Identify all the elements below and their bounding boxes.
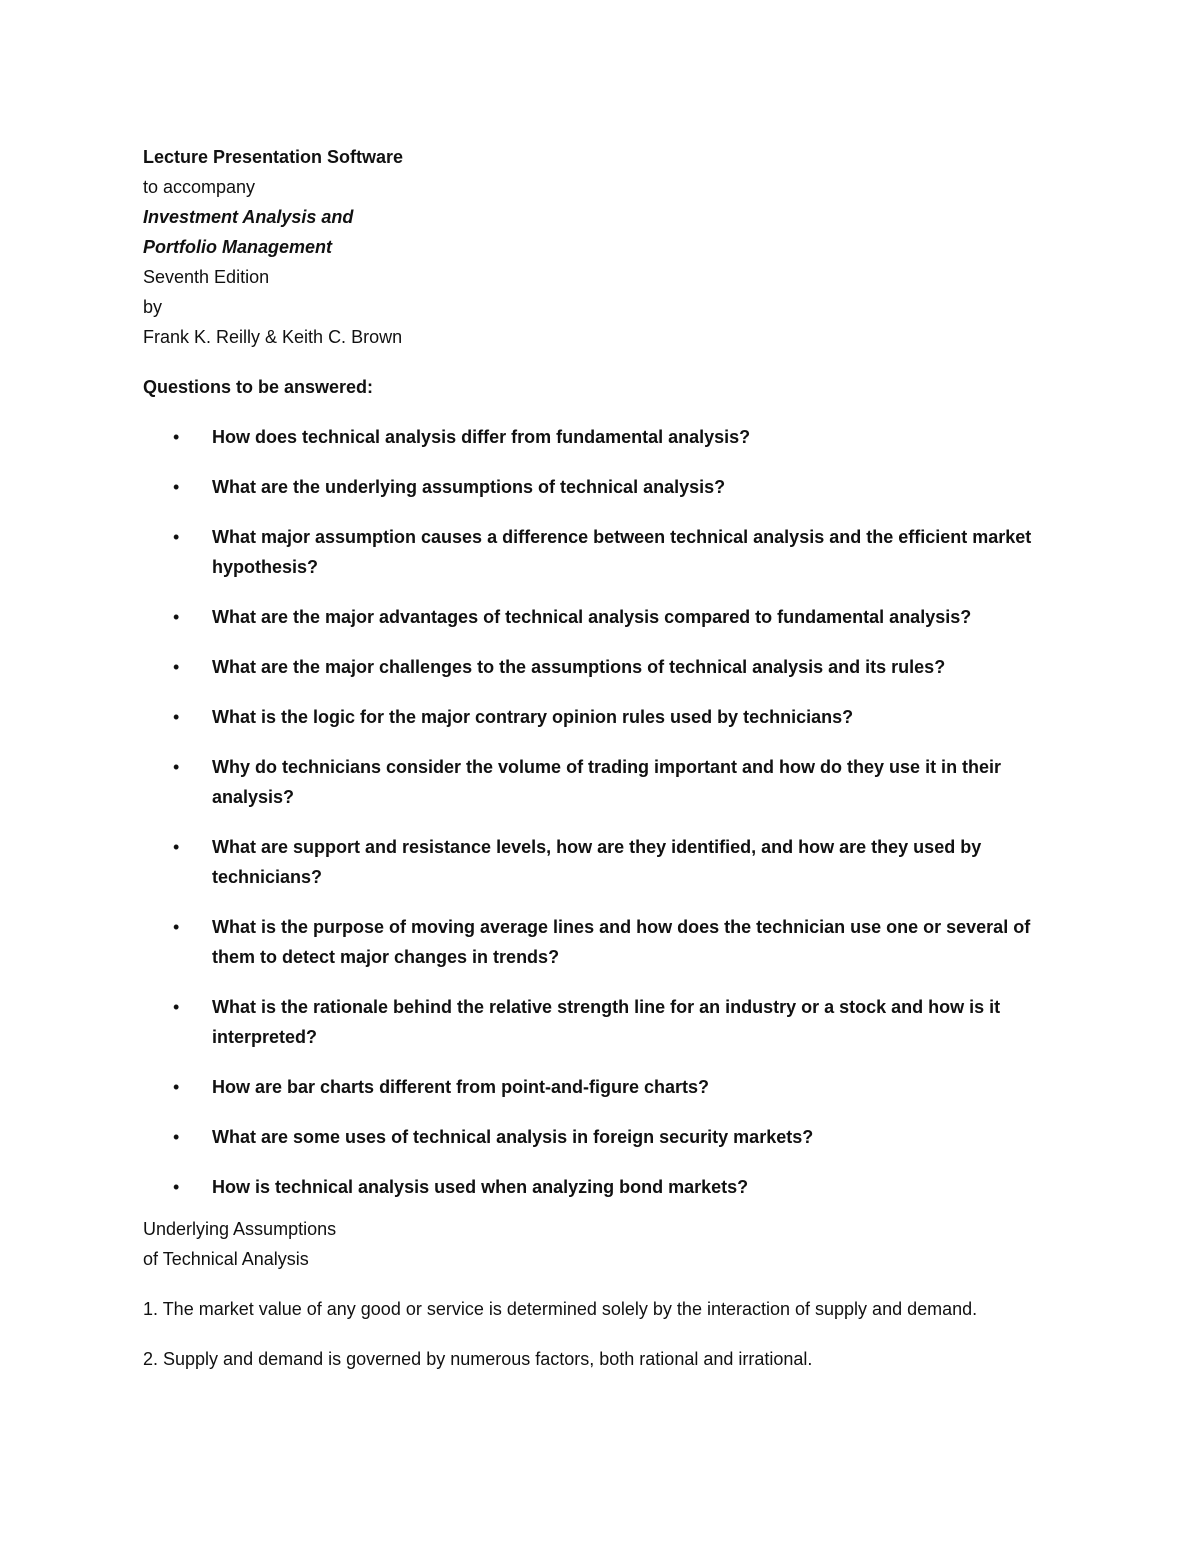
underlying-assumptions-section (143, 1214, 1073, 1374)
question-text: How is technical analysis used when analyzing bond markets? (212, 1177, 749, 1197)
list-item (143, 992, 1052, 1052)
assumption-paragraph-2: 2. Supply and demand is governed by numerous factors, both rational and irrational. (143, 1349, 813, 1369)
question-text: What are support and resistance levels, how are they identified, and how are they used by technicians? (212, 837, 982, 887)
list-item (143, 702, 1052, 732)
authors-line: Frank K. Reilly & Keith C. Brown (143, 327, 403, 347)
list-item (143, 1172, 1052, 1202)
bullet-icon: • (173, 707, 180, 727)
list-item (143, 422, 1052, 452)
bullet-icon: • (173, 527, 180, 547)
list-item (143, 1122, 1052, 1152)
question-text: What major assumption causes a difference between technical analysis and the efficient market hypothesis? (212, 527, 1032, 577)
questions-list (143, 422, 1073, 1202)
list-item (143, 1072, 1052, 1102)
bullet-icon: • (173, 1127, 180, 1147)
bullet-icon: • (173, 757, 180, 777)
question-text: What are the underlying assumptions of technical analysis? (212, 477, 726, 497)
book-title-line-2: Portfolio Management (143, 237, 333, 257)
bullet-icon: • (173, 607, 180, 627)
subtitle-line: to accompany (143, 177, 256, 197)
edition-line: Seventh Edition (143, 267, 270, 287)
question-text: What are some uses of technical analysis in foreign security markets? (212, 1127, 814, 1147)
bullet-icon: • (173, 1177, 180, 1197)
bullet-icon: • (173, 837, 180, 857)
title-block (143, 142, 1073, 352)
question-text: What are the major challenges to the assumptions of technical analysis and its rules? (212, 657, 946, 677)
question-text: What is the purpose of moving average lines and how does the technician use one or several of them to detect major changes in trends? (212, 917, 1031, 967)
list-item (143, 652, 1052, 682)
question-text: What are the major advantages of technical analysis compared to fundamental analysis? (212, 607, 972, 627)
by-line: by (143, 297, 163, 317)
list-item (143, 832, 1052, 892)
list-item (143, 522, 1052, 582)
title-line: Lecture Presentation Software (143, 147, 404, 167)
section-heading-line-1: Underlying Assumptions (143, 1219, 337, 1239)
question-text: What is the rationale behind the relative strength line for an industry or a stock and how is it interpreted? (212, 997, 1001, 1047)
assumption-paragraph-1: 1. The market value of any good or service is determined solely by the interaction of supply and demand. (143, 1299, 978, 1319)
question-text: Why do technicians consider the volume of trading important and how do they use it in their analysis? (212, 757, 1002, 807)
bullet-icon: • (173, 917, 180, 937)
bullet-icon: • (173, 657, 180, 677)
questions-heading: Questions to be answered: (143, 377, 374, 397)
bullet-icon: • (173, 427, 180, 447)
question-text: What is the logic for the major contrary opinion rules used by technicians? (212, 707, 854, 727)
list-item (143, 752, 1052, 812)
bullet-icon: • (173, 997, 180, 1017)
section-heading-line-2: of Technical Analysis (143, 1249, 309, 1269)
question-text: How are bar charts different from point-and-figure charts? (212, 1077, 710, 1097)
list-item (143, 912, 1052, 972)
book-title-line-1: Investment Analysis and (143, 207, 354, 227)
document-body (143, 142, 1073, 1374)
bullet-icon: • (173, 1077, 180, 1097)
bullet-icon: • (173, 477, 180, 497)
list-item (143, 472, 1052, 502)
list-item (143, 602, 1052, 632)
question-text: How does technical analysis differ from fundamental analysis? (212, 427, 751, 447)
